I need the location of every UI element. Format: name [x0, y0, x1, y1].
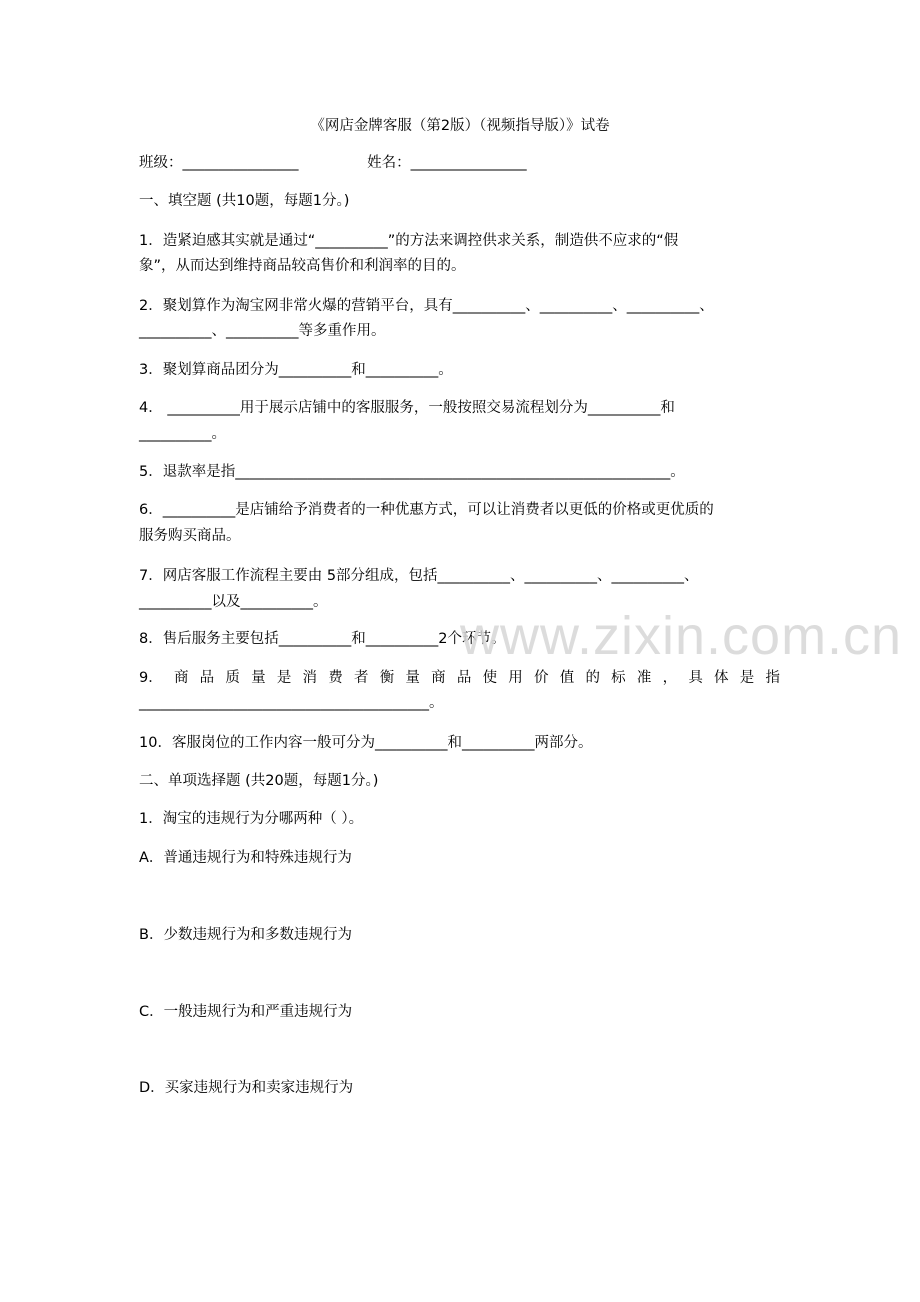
q9-char: 商: [431, 670, 446, 686]
question-1-line-2: 象”，从而达到维持商品较高售价和利润率的目的。: [139, 258, 466, 274]
question-9-line-2: ________________________________________。: [139, 695, 444, 711]
q9-char: 量: [405, 670, 420, 686]
choice-option-a: A．普通违规行为和特殊违规行为: [139, 850, 352, 866]
section-single-choice-heading: 二、单项选择题 (共20题，每题1分。): [139, 773, 379, 789]
q9-char: 值: [559, 670, 575, 686]
q9-char: 用: [508, 670, 523, 686]
q9-char: 衡: [379, 670, 395, 686]
q9-char: 使: [482, 670, 498, 686]
section-fill-blank-heading: 一、填空题 (共10题，每题1分。): [139, 193, 350, 209]
choice-option-c: C．一般违规行为和严重违规行为: [139, 1004, 353, 1020]
question-7-line-2: __________以及__________。: [139, 594, 328, 610]
q9-char: 商: [173, 670, 189, 686]
question-2-line-2: __________、__________等多重作用。: [139, 323, 386, 339]
choice-question-1: 1．淘宝的违规行为分哪两种（ ）。: [139, 811, 364, 827]
q9-char: 消: [302, 670, 318, 686]
name-field: 姓名：________________: [367, 155, 527, 171]
question-10: 10．客服岗位的工作内容一般可分为__________和__________两部分。: [139, 735, 593, 751]
q9-char: 体: [714, 670, 729, 686]
question-7-line-1: 7．网店客服工作流程主要由 5部分组成，包括__________、__________、__________、: [139, 568, 699, 584]
question-8: 8．售后服务主要包括__________和__________2个环节。: [139, 631, 506, 647]
question-5: 5．退款率是指____________________________________________________________。: [139, 464, 685, 480]
q9-char: 品: [199, 670, 215, 686]
q9-char: 者: [353, 670, 369, 686]
exam-title: 《网店金牌客服（第2版）（视频指导版）》试卷: [310, 118, 610, 134]
choice-option-d: D．买家违规行为和卖家违规行为: [139, 1080, 354, 1096]
q9-char: 标: [611, 670, 626, 686]
class-field: 班级：________________: [139, 155, 299, 171]
q9-char: 的: [585, 670, 600, 686]
q9-char: 具: [688, 670, 703, 686]
choice-option-b: B．少数违规行为和多数违规行为: [139, 927, 352, 943]
question-4-line-2: __________。: [139, 426, 226, 442]
student-info-row: [139, 153, 527, 173]
question-1-line-1: 1．造紧迫感其实就是通过“__________”的方法来调控供求关系，制造供不应求的“假: [139, 233, 679, 249]
q9-char: ，: [662, 670, 678, 686]
q9-char: 品: [456, 670, 472, 686]
q9-char: 是: [739, 670, 755, 686]
question-4-line-1: 4． __________用于展示店铺中的客服服务，一般按照交易流程划分为__________和: [139, 400, 675, 416]
q9-char: 质: [225, 670, 240, 686]
question-6-line-1: 6．__________是店铺给予消费者的一种优惠方式，可以让消费者以更低的价格或更优质的: [139, 502, 714, 518]
q9-char: 准: [636, 670, 652, 686]
q9-char: 价: [534, 670, 549, 686]
q9-char: 9．: [139, 670, 163, 686]
question-6-line-2: 服务购买商品。: [139, 528, 241, 544]
watermark-text: www.zixin.com.cn: [460, 606, 903, 666]
question-3: 3．聚划算商品团分为__________和__________。: [139, 362, 453, 378]
question-9-line-1: [139, 668, 780, 688]
q9-char: 指: [765, 670, 780, 686]
q9-char: 费: [328, 670, 343, 686]
question-2-line-1: 2．聚划算作为淘宝网非常火爆的营销平台，具有__________、__________、__________、: [139, 298, 714, 314]
q9-char: 是: [276, 670, 292, 686]
q9-char: 量: [251, 670, 266, 686]
